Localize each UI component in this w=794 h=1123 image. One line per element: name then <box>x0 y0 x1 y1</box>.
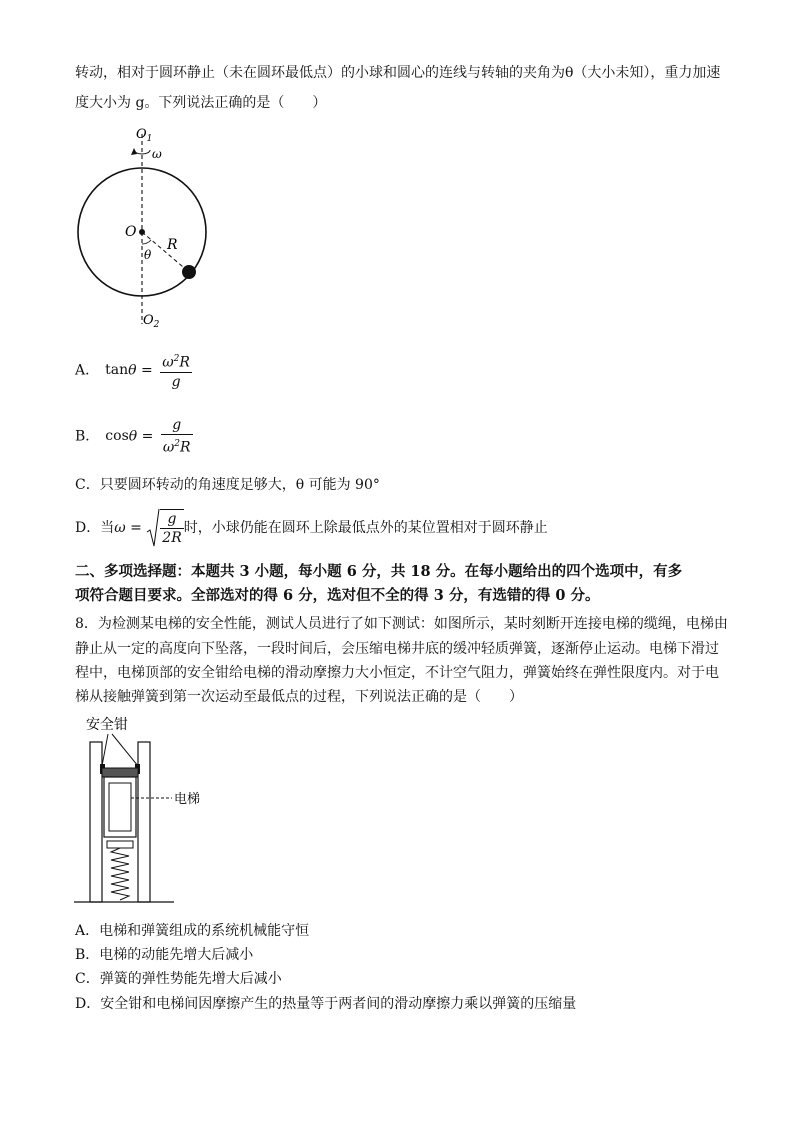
elevator-label: 电梯 <box>174 792 201 807</box>
q7-stem-line-2: 度大小为 g。下列说法正确的是（ ） <box>75 95 327 111</box>
q7-stem-line-1: 转动，相对于圆环静止（未在圆环最低点）的小球和圆心的连线与转轴的夹角为θ（大小未知），重力加速 <box>75 65 721 81</box>
buffer-spring <box>111 848 129 900</box>
q7-option-b: B． cosθ = $\frac{g}{\omega^2R}$ <box>75 417 191 456</box>
rotating-ring-figure <box>70 122 220 332</box>
o1-label: $O_1$ <box>136 127 153 144</box>
q7-option-d: D．当ω = $\frac{g}{2R}$ 时，小球仍能在圆环上除最低点外的某位置相对于圆环静止 <box>75 508 548 548</box>
q7-option-a: A． tanθ = $\frac{\omega^2R}{g}$ <box>75 350 192 391</box>
center-label: O <box>125 224 137 240</box>
o2-label: $O_2$ <box>143 313 160 330</box>
q8-stem-line-1: 8．为检测某电梯的安全性能，测试人员进行了如下测试：如图所示，某时刻断开连接电梯的缆绳，电梯由 <box>75 616 728 632</box>
section2-line-1: 二、多项选择题：本题共 3 小题，每小题 6 分，共 18 分。在每小题给出的四个选项中，有多 <box>75 563 683 580</box>
radical-sign <box>146 508 160 548</box>
elevator-top-beam <box>102 768 138 777</box>
clamp-pointer-right <box>112 734 138 766</box>
q7-option-c: C．只要圆环转动的角速度足够大，θ 可能为 90° <box>75 477 380 493</box>
center-point <box>139 229 145 235</box>
theta-label: θ <box>144 248 152 262</box>
omega-label: ω <box>152 147 162 161</box>
q8-option-a: A．电梯和弹簧组成的系统机械能守恒 <box>75 923 310 939</box>
q8-stem-line-3: 程中，电梯顶部的安全钳给电梯的滑动摩擦力大小恒定，不计空气阻力，弹簧始终在弹性限度内。对于电 <box>75 665 719 681</box>
q8-stem-line-2: 静止从一定的高度向下坠落，一段时间后，会压缩电梯井底的缓冲轻质弹簧，逐渐停止运动。电梯下滑过 <box>75 641 719 657</box>
q8-option-b: B．电梯的动能先增大后减小 <box>75 947 254 963</box>
fraction-w2r-over-g: $\frac{\omega^2R}{g}$ <box>160 350 192 391</box>
clamp-pointer-left <box>102 734 108 766</box>
q8-option-c: C．弹簧的弹性势能先增大后减小 <box>75 971 282 987</box>
elevator-door <box>109 783 131 831</box>
clamp-label: 安全钳 <box>86 717 128 733</box>
radius-label: R <box>167 237 178 253</box>
theta-arc <box>142 240 151 244</box>
section2-line-2: 项符合题目要求。全部选对的得 6 分，选对但不全的得 3 分，有选错的得 0 分。 <box>75 587 600 604</box>
ball <box>182 265 196 279</box>
spring-cap <box>107 841 133 848</box>
fraction-g-over-w2r: $\frac{g}{\omega^2R}$ <box>162 417 191 456</box>
q8-option-d: D．安全钳和电梯间因摩擦产生的热量等于两者间的滑动摩擦力乘以弹簧的压缩量 <box>75 996 577 1012</box>
sqrt-expression: $\frac{g}{2R}$ <box>146 508 183 548</box>
q8-stem-line-4: 梯从接触弹簧到第一次运动至最低点的过程，下列说法正确的是（ ） <box>75 689 523 705</box>
rotation-arrowhead <box>131 148 137 155</box>
elevator-figure <box>74 712 234 908</box>
